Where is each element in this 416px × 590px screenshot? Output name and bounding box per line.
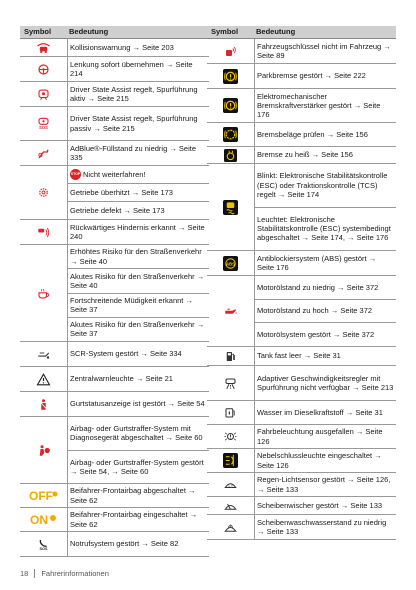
fuel-pump-icon <box>223 350 238 363</box>
page-number: 18 <box>20 569 35 578</box>
list-item: SCR-System gestört → Seite 334 <box>70 349 182 359</box>
warning-lights-table-right <box>207 26 396 540</box>
table-row <box>207 401 396 425</box>
seatbelt-icon <box>36 398 51 411</box>
table-row <box>207 473 396 497</box>
table-row <box>207 366 396 401</box>
key-icon <box>223 45 238 58</box>
svg-text:OFF: OFF <box>28 489 53 503</box>
esc-skid-icon <box>223 200 238 215</box>
table-row <box>20 166 209 220</box>
transmission-gear-icon <box>36 186 51 199</box>
warning-triangle-icon <box>36 373 51 386</box>
list-item: Fahrzeugschlüssel nicht im Fahrzeug → Seite 89 <box>257 41 391 60</box>
list-item: AdBlue®-Füllstand zu niedrig → Seite 335 <box>70 143 197 162</box>
table-row <box>207 497 396 515</box>
list-item: Fahrbeleuchtung ausgefallen → Seite 126 <box>257 427 383 446</box>
list-item: Tank fast leer → Seite 31 <box>257 351 341 361</box>
list-item: Parkbremse gestört → Seite 222 <box>257 71 366 81</box>
list-item: Motorölsystem gestört → Seite 372 <box>257 330 375 340</box>
list-item: Adaptiver Geschwindigkeitsregler mit Spurführung nicht verfügbar → Seite 213 <box>257 373 394 392</box>
list-item <box>68 166 209 184</box>
list-item: Getriebe defekt → Seite 173 <box>70 205 165 215</box>
list-item: Driver State Assist regelt, Spurführung passiv → Seite 215 <box>70 114 198 133</box>
airbag-icon <box>36 444 51 457</box>
list-item: Motorölstand zu niedrig → Seite 372 <box>255 276 396 300</box>
scr-system-icon <box>36 348 51 361</box>
list-item: Erhöhtes Risiko für den Straßenverkehr → Seite 40 <box>68 245 209 269</box>
fog-light-icon <box>223 453 238 468</box>
meaning-column-header: Bedeutung <box>69 27 109 36</box>
page-footer <box>20 569 109 578</box>
section-title: Fahrerinformationen <box>41 569 109 578</box>
table-header <box>20 26 209 39</box>
list-item: Blinkt: Elektronische Stabilitätskontrolle (ESC) oder Traktionskontrolle (TCS) regelt → Seite 174 <box>255 164 396 208</box>
table-row <box>20 107 209 141</box>
table-row <box>20 392 209 417</box>
table-header <box>207 26 396 39</box>
table-row <box>207 449 396 473</box>
list-item: Antiblockiersystem (ABS) gestört → Seite 176 <box>257 253 377 272</box>
list-item: Driver State Assist regelt, Spurführung aktiv → Seite 215 <box>70 84 198 103</box>
airbag-off-icon <box>29 488 59 503</box>
table-row <box>207 276 396 347</box>
table-row <box>207 147 396 164</box>
table-row <box>207 39 396 64</box>
list-item: Getriebe überhitzt → Seite 173 <box>68 184 209 202</box>
collision-warning-icon <box>36 41 51 54</box>
rear-obstacle-icon <box>36 226 51 239</box>
headlight-failure-icon <box>223 430 238 443</box>
table-row <box>207 425 396 449</box>
list-item: Akutes Risiko für den Straßenverkehr → Seite 37 <box>70 320 205 339</box>
svg-text:SOS: SOS <box>39 546 48 551</box>
brake-hot-icon <box>224 149 237 162</box>
table-row <box>20 508 209 532</box>
driver-assist-sos-icon <box>36 117 51 130</box>
svg-text:SOS: SOS <box>39 125 48 130</box>
abs-icon <box>223 256 238 271</box>
table-row <box>20 532 209 557</box>
parking-brake-icon <box>223 69 238 84</box>
list-item: Notrufsystem gestört → Seite 82 <box>70 539 179 549</box>
list-item: Akutes Risiko für den Straßenverkehr → Seite 40 <box>68 269 209 293</box>
table-row <box>207 164 396 251</box>
list-item: Beifahrer-Frontairbag eingeschaltet → Seite 62 <box>70 510 198 529</box>
table-row <box>20 39 209 57</box>
list-item: Wasser im Dieselkraftstoff → Seite 31 <box>257 407 383 417</box>
list-item: Motorölstand zu hoch → Seite 372 <box>255 300 396 324</box>
list-item: Scheibenwischer gestört → Seite 133 <box>257 500 383 510</box>
table-row <box>207 89 396 123</box>
adaptive-cruise-icon <box>223 377 238 390</box>
list-item: Kollisionswarnung → Seite 203 <box>70 42 174 52</box>
table-row <box>207 64 396 89</box>
warning-lights-table-left <box>20 26 209 557</box>
table-row <box>20 367 209 392</box>
table-row <box>20 417 209 484</box>
table-row <box>207 123 396 147</box>
svg-text:ABS: ABS <box>225 260 236 266</box>
airbag-on-icon <box>29 512 59 527</box>
table-row <box>207 251 396 276</box>
symbol-column-header: Symbol <box>211 27 239 36</box>
table-row <box>207 347 396 366</box>
list-item: Gurtstatusanzeige ist gestört → Seite 54 <box>70 399 205 409</box>
list-item: Regen-Lichtsensor gestört → Seite 126, → Seite 133 <box>257 475 391 494</box>
brake-booster-icon <box>223 98 238 113</box>
list-item: Elektromechanischer Bremskraftverstärker gestört → Seite 176 <box>257 91 381 120</box>
list-item: Nebelschlussleuchte eingeschaltet → Seite 126 <box>257 451 382 470</box>
wiper-icon <box>223 499 238 512</box>
list-item: Beifahrer-Frontairbag abgeschaltet → Seite 62 <box>70 486 196 505</box>
table-row <box>20 141 209 166</box>
list-item: Airbag- oder Gurtstraffer-System gestört → Seite 54, → Seite 60 <box>70 457 204 476</box>
brake-pad-icon <box>223 127 238 142</box>
list-item: Lenkung sofort übernehmen → Seite 214 <box>70 59 193 78</box>
list-item: Zentralwarnleuchte → Seite 21 <box>70 374 173 384</box>
list-item: Fortschreitende Müdigkeit erkannt → Seite 37 <box>68 294 209 318</box>
table-row <box>20 220 209 245</box>
steering-wheel-icon <box>36 63 51 76</box>
driver-assist-active-icon <box>36 88 51 101</box>
symbol-column-header: Symbol <box>24 27 52 36</box>
table-row <box>207 515 396 540</box>
list-item-text: Nicht weiterfahren! <box>83 169 146 179</box>
table-row <box>20 57 209 82</box>
list-item: Leuchtet: Elektronische Stabilitätskontrolle (ESC) systembedingt abgeschaltet → Seite 174, → Seite 176 <box>257 214 391 243</box>
rain-light-sensor-icon <box>223 478 238 491</box>
washer-fluid-icon <box>223 521 238 534</box>
table-row <box>20 342 209 367</box>
coffee-cup-icon <box>36 287 51 300</box>
water-in-fuel-icon <box>223 406 238 419</box>
table-row <box>20 484 209 508</box>
list-item: Scheibenwaschwasserstand zu niedrig → Seite 133 <box>257 517 387 536</box>
list-item: Bremsbeläge prüfen → Seite 156 <box>257 129 368 139</box>
oil-can-icon <box>223 305 238 318</box>
list-item: Airbag- oder Gurtstraffer-System mit Diagnosegerät abgeschaltet → Seite 60 <box>68 417 209 451</box>
emergency-call-icon <box>36 538 51 551</box>
table-row <box>20 82 209 107</box>
list-item: Bremse zu heiß → Seite 156 <box>257 150 353 160</box>
svg-text:ON: ON <box>29 513 48 527</box>
table-row <box>20 245 209 342</box>
adblue-icon <box>36 147 51 160</box>
stop-sign-icon: STOP <box>70 169 81 180</box>
meaning-column-header: Bedeutung <box>256 27 296 36</box>
list-item: Rückwärtiges Hindernis erkannt → Seite 240 <box>70 222 205 241</box>
